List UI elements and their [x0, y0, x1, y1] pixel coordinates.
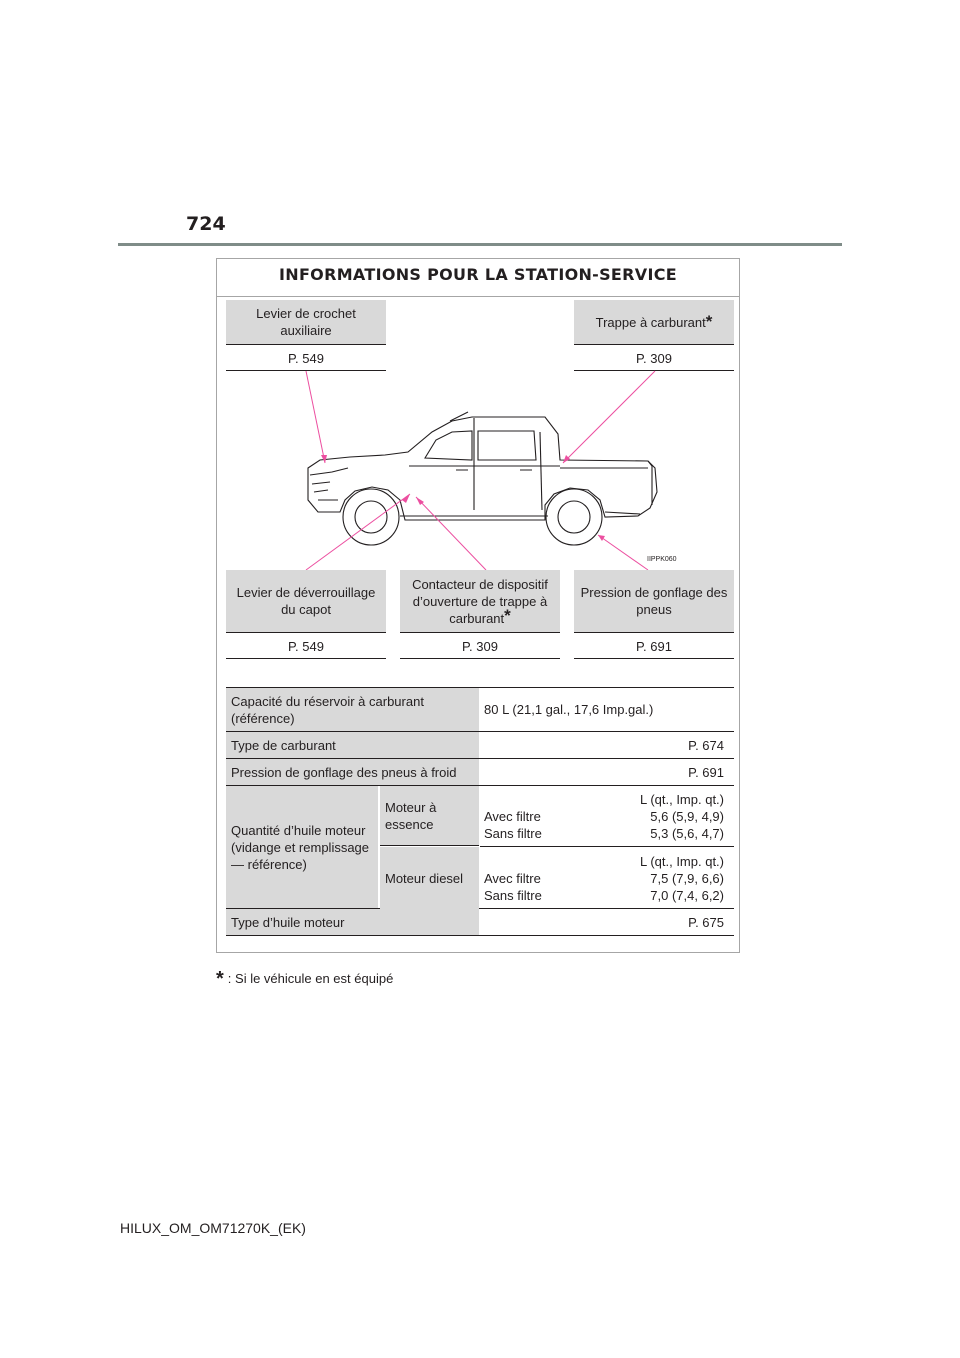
table-row-cold-tire-pressure: [226, 759, 734, 786]
diesel-engine-label: Moteur diesel: [380, 847, 479, 909]
petrol-with-filter-value: 5,6 (5,9, 4,9): [650, 809, 724, 824]
callout-hood-release-page[interactable]: P. 549: [226, 632, 386, 659]
callout-hood-release-label: Levier de déverrouillage du capot: [226, 570, 386, 632]
tank-capacity-label: Capacité du réservoir à carburant (référence): [226, 688, 479, 731]
callout-fuel-door-opener-label: Contacteur de dispositif d’ouverture de trappe à carburant*: [400, 570, 560, 632]
section-title: INFORMATIONS POUR LA STATION-SERVICE: [279, 265, 677, 284]
oil-capacity-label: Quantité d’huile moteur (vidange et remplissage — référence): [226, 786, 379, 908]
callout-tow-hook-page[interactable]: P. 549: [226, 344, 386, 371]
oil-type-value[interactable]: P. 675: [688, 914, 724, 930]
footnote-text: : Si le véhicule en est équipé: [227, 971, 394, 986]
title-divider: [217, 296, 739, 297]
table-row-oil-type: [226, 909, 734, 936]
callout-tow-hook-label: Levier de crochet auxiliaire: [226, 300, 386, 344]
cold-tire-pressure-value[interactable]: P. 691: [688, 764, 724, 780]
petrol-with-filter-label: Avec filtre: [484, 809, 541, 824]
fuel-type-value[interactable]: P. 674: [688, 737, 724, 753]
diagram-code: IIPPK060: [647, 556, 677, 563]
footnote-star: *: [216, 968, 224, 990]
footnote-star: *: [504, 605, 511, 625]
tank-capacity-value: 80 L (21,1 gal., 17,6 Imp.gal.): [484, 702, 654, 717]
petrol-without-filter-value: 5,3 (5,6, 4,7): [650, 826, 724, 841]
callout-tire-pressure-label: Pression de gonflage des pneus: [574, 570, 734, 632]
table-row-fuel-type: [226, 732, 734, 759]
unit-header: L (qt., Imp. qt.): [639, 854, 724, 869]
oil-type-label: Type d’huile moteur: [226, 909, 479, 935]
diesel-with-filter-label: Avec filtre: [484, 871, 541, 886]
diesel-without-filter-label: Sans filtre: [484, 888, 542, 903]
callout-fuel-door-opener-page[interactable]: P. 309: [400, 632, 560, 659]
diesel-without-filter-value: 7,0 (7,4, 6,2): [650, 888, 724, 903]
document-code-footer: HILUX_OM_OM71270K_(EK): [120, 1220, 306, 1236]
cold-tire-pressure-label: Pression de gonflage des pneus à froid: [226, 759, 479, 785]
callout-fuel-door-page[interactable]: P. 309: [574, 344, 734, 371]
oil-divider: [480, 846, 734, 847]
fuel-type-label: Type de carburant: [226, 732, 479, 758]
table-row-oil-capacity: [226, 786, 734, 909]
unit-header: L (qt., Imp. qt.): [639, 792, 724, 807]
footnote: [216, 968, 393, 991]
header-rule: [118, 243, 842, 246]
table-row-tank-capacity: [226, 687, 734, 732]
petrol-engine-label: Moteur à essence: [380, 786, 479, 846]
petrol-without-filter-label: Sans filtre: [484, 826, 542, 841]
diesel-with-filter-value: 7,5 (7,9, 6,6): [650, 871, 724, 886]
diesel-oil-values: [480, 853, 734, 904]
callout-tire-pressure-page[interactable]: P. 691: [574, 632, 734, 659]
petrol-oil-values: [480, 791, 734, 842]
callout-fuel-door-label: Trappe à carburant *: [574, 300, 734, 344]
page-number: 724: [186, 213, 226, 235]
